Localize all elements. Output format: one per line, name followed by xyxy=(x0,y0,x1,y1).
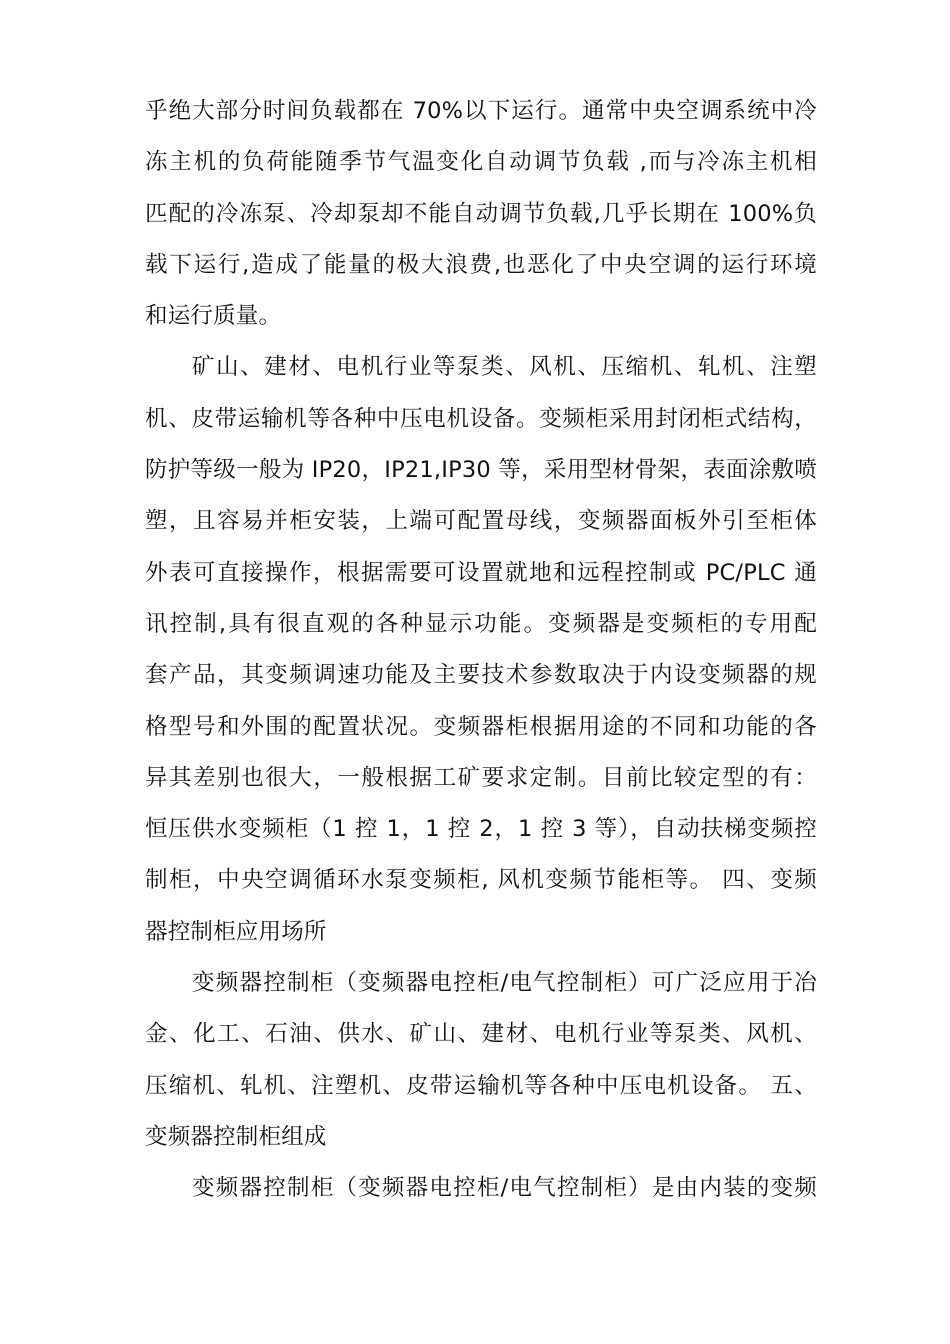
text-line: 载下运行,造成了能量的极大浪费,也恶化了中央空调的运行环境 xyxy=(145,251,817,278)
text-line: 讯控制,具有很直观的各种显示功能。变频器是变频柜的专用配 xyxy=(145,610,817,637)
text-line: 制柜，中央空调循环水泵变频柜, 风机变频节能柜等。 四、变频 xyxy=(145,867,817,894)
text-line: 套产品，其变频调速功能及主要技术参数取决于内设变频器的规 xyxy=(145,662,817,689)
body-text xyxy=(145,86,817,1215)
text-line: 冻主机的负荷能随季节气温变化自动调节负载 ,而与冷冻主机相 xyxy=(145,149,817,176)
text-line: 压缩机、轧机、注塑机、皮带运输机等各种中压电机设备。 五、 xyxy=(145,1072,817,1099)
text-line: 机、皮带运输机等各种中压电机设备。变频柜采用封闭柜式结构， xyxy=(145,405,817,432)
text-line: 和运行质量。 xyxy=(145,303,282,330)
text-line: 恒压供水变频柜（1 控 1，1 控 2，1 控 3 等），自动扶梯变频控 xyxy=(145,816,817,843)
text-line: 防护等级一般为 IP20，IP21,IP30 等，采用型材骨架，表面涂敷喷 xyxy=(145,457,817,484)
text-line: 金、化工、石油、供水、矿山、建材、电机行业等泵类、风机、 xyxy=(145,1021,817,1048)
text-line: 格型号和外围的配置状况。变频器柜根据用途的不同和功能的各 xyxy=(145,713,817,740)
text-line: 异其差别也很大，一般根据工矿要求定制。目前比较定型的有： xyxy=(145,764,817,791)
text-line: 匹配的冷冻泵、冷却泵却不能自动调节负载,几乎长期在 100%负 xyxy=(145,200,817,227)
text-line: 外表可直接操作，根据需要可设置就地和远程控制或 PC/PLC 通 xyxy=(145,559,817,586)
section-heading-line: 器控制柜应用场所 xyxy=(145,918,327,945)
paragraph-start-line: 变频器控制柜（变频器电控柜/电气控制柜）可广泛应用于冶 xyxy=(192,970,817,997)
text-line: 乎绝大部分时间负载都在 70%以下运行。通常中央空调系统中冷 xyxy=(145,98,817,124)
paragraph-start-line: 变频器控制柜（变频器电控柜/电气控制柜）是由内装的变频 xyxy=(192,1175,817,1202)
section-heading-line: 变频器控制柜组成 xyxy=(145,1123,327,1150)
text-line: 塑，且容易并柜安装，上端可配置母线，变频器面板外引至柜体 xyxy=(145,508,817,535)
paragraph-start-line: 矿山、建材、电机行业等泵类、风机、压缩机、轧机、注塑 xyxy=(192,354,817,381)
